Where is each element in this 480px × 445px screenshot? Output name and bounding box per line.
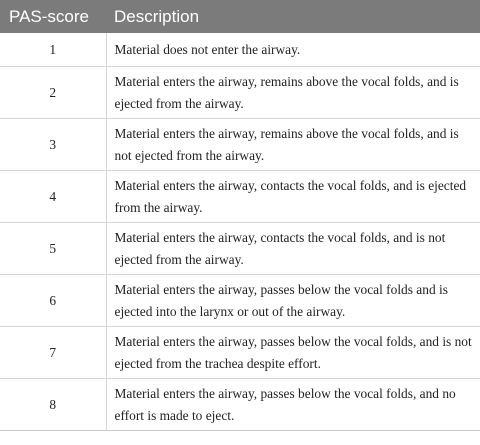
description-cell: Material enters the airway, remains above the vocal folds, and is ejected from the airway.: [106, 67, 480, 119]
table-row: [0, 275, 480, 327]
description-cell: Material does not enter the airway.: [106, 33, 480, 67]
description-cell: Material enters the airway, remains above the vocal folds, and is not ejected from the airway.: [106, 119, 480, 171]
table-row: [0, 223, 480, 275]
header-description: Description: [106, 0, 480, 33]
table-row: [0, 33, 480, 67]
table-header-row: [0, 0, 480, 33]
score-cell: 2: [0, 67, 106, 119]
description-cell: Material enters the airway, contacts the vocal folds, and is ejected from the airway.: [106, 171, 480, 223]
header-pas-score: PAS-score: [0, 0, 106, 33]
score-cell: 6: [0, 275, 106, 327]
table-row: [0, 379, 480, 431]
score-cell: 1: [0, 33, 106, 67]
score-cell: 7: [0, 327, 106, 379]
table-row: [0, 327, 480, 379]
score-cell: 8: [0, 379, 106, 431]
score-cell: 3: [0, 119, 106, 171]
description-cell: Material enters the airway, passes below the vocal folds, and is not ejected from the trachea despite effort.: [106, 327, 480, 379]
description-cell: Material enters the airway, passes below the vocal folds, and no effort is made to eject.: [106, 379, 480, 431]
description-cell: Material enters the airway, contacts the vocal folds, and is not ejected from the airway.: [106, 223, 480, 275]
table-row: [0, 171, 480, 223]
table-row: [0, 119, 480, 171]
score-cell: 4: [0, 171, 106, 223]
description-cell: Material enters the airway, passes below the vocal folds and is ejected into the larynx or out of the airway.: [106, 275, 480, 327]
score-cell: 5: [0, 223, 106, 275]
table-row: [0, 67, 480, 119]
